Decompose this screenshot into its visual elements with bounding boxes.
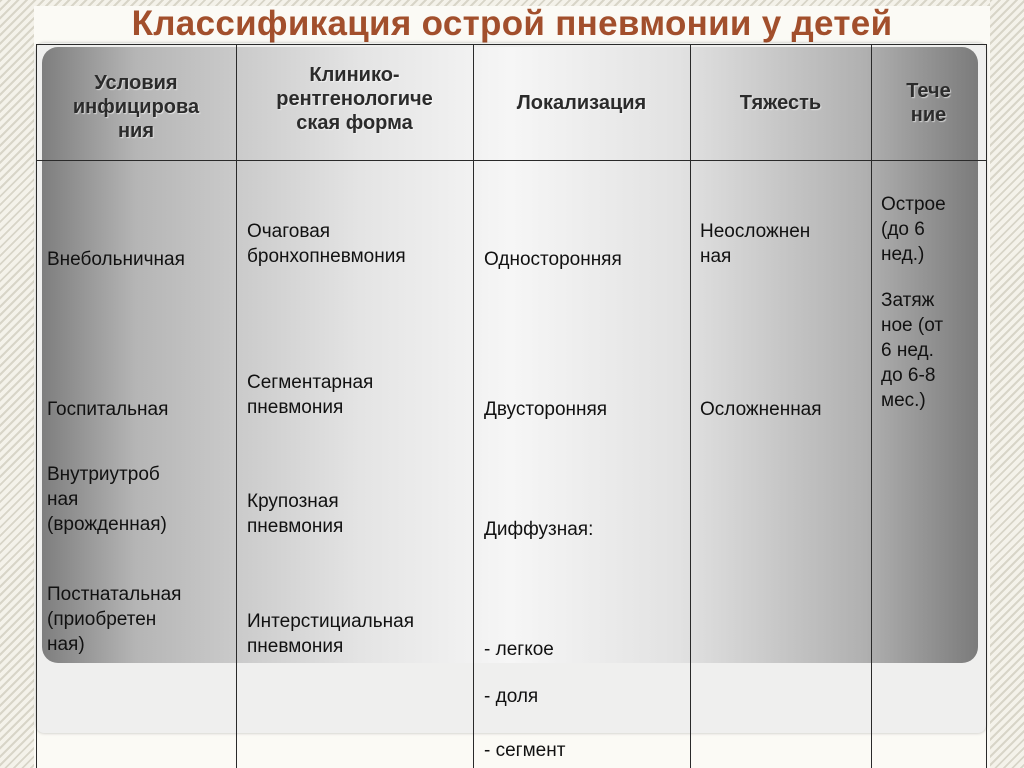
column-divider xyxy=(236,44,237,768)
cell-line: Интерстициальная xyxy=(247,611,414,632)
cell-line: - легкое xyxy=(484,639,554,660)
infection-item xyxy=(47,462,167,537)
header-line: Тяжесть xyxy=(739,92,822,114)
infection-item xyxy=(47,247,185,272)
header-line: Тече xyxy=(906,80,951,102)
cell-line: ная) xyxy=(47,634,85,655)
column-divider xyxy=(871,44,872,768)
cell-line: (приобретен xyxy=(47,609,157,630)
header-clinical-radiological-form xyxy=(236,52,473,146)
header-line: Локализация xyxy=(516,92,647,114)
cell-line: Сегментарная xyxy=(247,372,374,393)
header-line: Клинико- xyxy=(309,64,400,86)
localization-item xyxy=(484,637,554,662)
header-severity xyxy=(690,56,871,150)
cell-line: Осложненная xyxy=(700,399,822,420)
infection-item xyxy=(47,397,168,422)
header-line: ние xyxy=(910,104,947,126)
localization-item xyxy=(484,738,565,763)
course-item xyxy=(881,192,946,267)
header-line: ния xyxy=(117,120,155,142)
cell-line: Госпитальная xyxy=(47,399,169,420)
cell-line: нед.) xyxy=(881,244,925,265)
cell-line: Очаговая xyxy=(247,221,331,242)
cell-line: ная xyxy=(47,489,79,510)
cell-line: Двусторонняя xyxy=(484,399,608,420)
header-localization xyxy=(473,56,690,150)
form-item xyxy=(247,609,414,659)
table-border-right xyxy=(986,44,987,768)
cell-line: (до 6 xyxy=(881,219,925,240)
cell-line: мес.) xyxy=(881,390,926,411)
column-divider xyxy=(690,44,691,768)
cell-line: Односторонняя xyxy=(484,249,622,270)
cell-line: бронхопневмония xyxy=(247,246,406,267)
column-divider xyxy=(473,44,474,768)
localization-item xyxy=(484,684,538,709)
form-item xyxy=(247,219,406,269)
header-line: ская форма xyxy=(296,112,413,134)
severity-item xyxy=(700,397,822,422)
header-infection-conditions xyxy=(36,60,236,154)
cell-line: ная xyxy=(700,246,732,267)
cell-line: Диффузная: xyxy=(484,519,594,540)
header-line: Условия xyxy=(94,72,178,94)
cell-line: 6 нед. xyxy=(881,340,934,361)
slide-title: Классификация острой пневмонии у детей xyxy=(131,4,893,43)
localization-item xyxy=(484,517,593,542)
header-line: инфицирова xyxy=(72,96,200,118)
header-course xyxy=(871,56,986,150)
infection-item xyxy=(47,582,181,657)
header-line: рентгенологиче xyxy=(276,88,433,110)
localization-item xyxy=(484,397,607,422)
cell-line: Постнатальная xyxy=(47,584,182,605)
cell-line: пневмония xyxy=(247,516,344,537)
cell-line: пневмония xyxy=(247,397,344,418)
cell-line: - доля xyxy=(484,686,539,707)
cell-line: Крупозная xyxy=(247,491,339,512)
severity-item xyxy=(700,219,810,269)
cell-line: (врожденная) xyxy=(47,514,167,535)
cell-line: Внутриутроб xyxy=(47,464,160,485)
cell-line: пневмония xyxy=(247,636,344,657)
form-item xyxy=(247,489,343,539)
cell-line: ное (от xyxy=(881,315,944,336)
cell-line: Затяж xyxy=(881,290,935,311)
header-divider xyxy=(36,160,986,161)
cell-line: Неосложнен xyxy=(700,221,811,242)
cell-line: - сегмент xyxy=(484,740,566,761)
decorative-left-stripe xyxy=(0,0,34,768)
cell-line: Острое xyxy=(881,194,946,215)
localization-item xyxy=(484,247,622,272)
cell-line: Внебольничная xyxy=(47,249,185,270)
table-border-top xyxy=(36,44,986,45)
decorative-right-stripe xyxy=(990,0,1024,768)
cell-line: до 6-8 xyxy=(881,365,936,386)
course-item xyxy=(881,288,943,413)
form-item xyxy=(247,370,373,420)
